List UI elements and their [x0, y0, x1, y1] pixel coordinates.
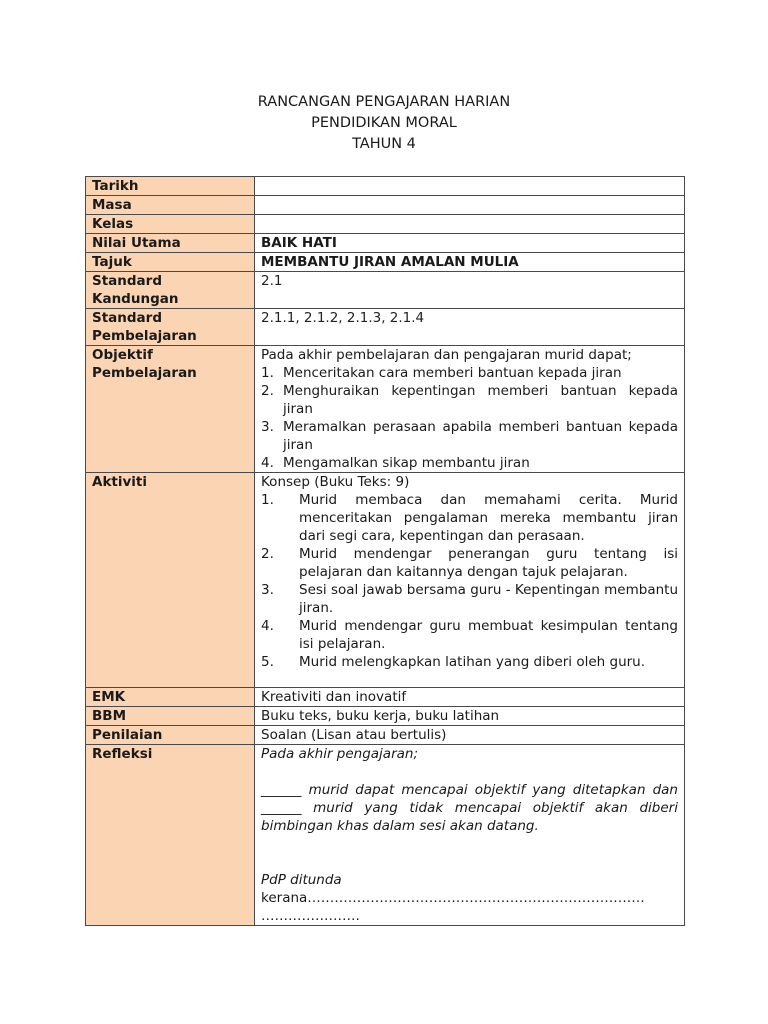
label-standard-kandungan: [86, 272, 255, 309]
title-line-3: TAHUN 4: [352, 136, 416, 152]
label-aktiviti: Aktiviti: [86, 473, 255, 688]
row-masa: [86, 196, 685, 215]
row-objektif: [86, 346, 685, 473]
label-objektif: [86, 346, 255, 473]
value-tarikh[interactable]: [255, 177, 685, 196]
lesson-plan-table: [85, 176, 685, 926]
row-tajuk: [86, 253, 685, 272]
label-nilai-utama: Nilai Utama: [86, 234, 255, 253]
label-bbm: BBM: [86, 707, 255, 726]
label-sk-line-1: Standard: [92, 273, 162, 289]
row-emk: [86, 688, 685, 707]
label-kelas: Kelas: [86, 215, 255, 234]
label-penilaian: Penilaian: [86, 726, 255, 745]
row-standard-pembelajaran: [86, 309, 685, 346]
label-obj-line-1: Objektif: [92, 347, 153, 363]
label-sp-line-2: Pembelajaran: [92, 328, 197, 344]
value-kelas[interactable]: [255, 215, 685, 234]
value-masa[interactable]: [255, 196, 685, 215]
label-masa: Masa: [86, 196, 255, 215]
objektif-item: 4. Mengamalkan sikap membantu jiran: [261, 455, 530, 471]
document-title: [0, 92, 768, 155]
refleksi-line-5: ………………….: [261, 908, 360, 924]
row-refleksi: [86, 745, 685, 926]
title-line-2: PENDIDIKAN MORAL: [311, 115, 457, 131]
title-line-1: RANCANGAN PENGAJARAN HARIAN: [257, 94, 511, 110]
row-aktiviti: [86, 473, 685, 688]
value-tajuk: MEMBANTU JIRAN AMALAN MULIA: [255, 253, 685, 272]
row-standard-kandungan: [86, 272, 685, 309]
row-bbm: [86, 707, 685, 726]
objektif-item: 1. Menceritakan cara memberi bantuan kepada jiran: [261, 365, 622, 381]
row-kelas: [86, 215, 685, 234]
value-standard-pembelajaran: 2.1.1, 2.1.2, 2.1.3, 2.1.4: [255, 309, 685, 346]
value-emk: Kreativiti dan inovatif: [255, 688, 685, 707]
value-refleksi: [255, 745, 685, 926]
refleksi-line-4: kerana…………………………………………………………………: [261, 890, 645, 906]
label-sk-line-2: Kandungan: [92, 291, 179, 307]
label-obj-line-2: Pembelajaran: [92, 365, 197, 381]
value-standard-kandungan: 2.1: [255, 272, 685, 309]
value-objektif: [255, 346, 685, 473]
objektif-list: [261, 364, 678, 472]
label-sp-line-1: Standard: [92, 310, 162, 326]
refleksi-line-3: PdP ditunda: [261, 872, 342, 888]
row-tarikh: [86, 177, 685, 196]
value-nilai-utama: BAIK HATI: [255, 234, 685, 253]
label-tajuk: Tajuk: [86, 253, 255, 272]
row-nilai-utama: [86, 234, 685, 253]
label-tarikh: Tarikh: [86, 177, 255, 196]
objektif-item: 2. Menghuraikan kepentingan memberi bantuan kepada jiran: [261, 383, 678, 417]
value-penilaian: Soalan (Lisan atau bertulis): [255, 726, 685, 745]
label-standard-pembelajaran: [86, 309, 255, 346]
refleksi-line-2: ______ murid dapat mencapai objektif yang ditetapkan dan ______ murid yang tidak mencapai objektif akan diberi bimbingan khas dalam sesi akan datang.: [261, 782, 678, 834]
value-aktiviti: [255, 473, 685, 688]
value-bbm: Buku teks, buku kerja, buku latihan: [255, 707, 685, 726]
aktiviti-intro: Konsep (Buku Teks: 9): [261, 474, 410, 490]
aktiviti-list: [261, 491, 678, 671]
aktiviti-item: 4. Murid mendengar guru membuat kesimpulan tentang isi pelajaran.: [261, 618, 678, 652]
label-emk: EMK: [86, 688, 255, 707]
objektif-intro: Pada akhir pembelajaran dan pengajaran murid dapat;: [261, 347, 632, 363]
aktiviti-item: 5. Murid melengkapkan latihan yang diberi oleh guru.: [261, 654, 646, 670]
aktiviti-item: 1. Murid membaca dan memahami cerita. Murid menceritakan pengalaman mereka membantu jiran dari segi cara, kepentingan dan perasaan.: [261, 492, 678, 544]
aktiviti-item: 3. Sesi soal jawab bersama guru - Kepentingan membantu jiran.: [261, 582, 678, 616]
objektif-item: 3. Meramalkan perasaan apabila memberi bantuan kepada jiran: [261, 419, 678, 453]
refleksi-line-1: Pada akhir pengajaran;: [261, 746, 419, 762]
row-penilaian: [86, 726, 685, 745]
label-refleksi: Refleksi: [86, 745, 255, 926]
aktiviti-item: 2. Murid mendengar penerangan guru tentang isi pelajaran dan kaitannya dengan tajuk pelajaran.: [261, 546, 678, 580]
